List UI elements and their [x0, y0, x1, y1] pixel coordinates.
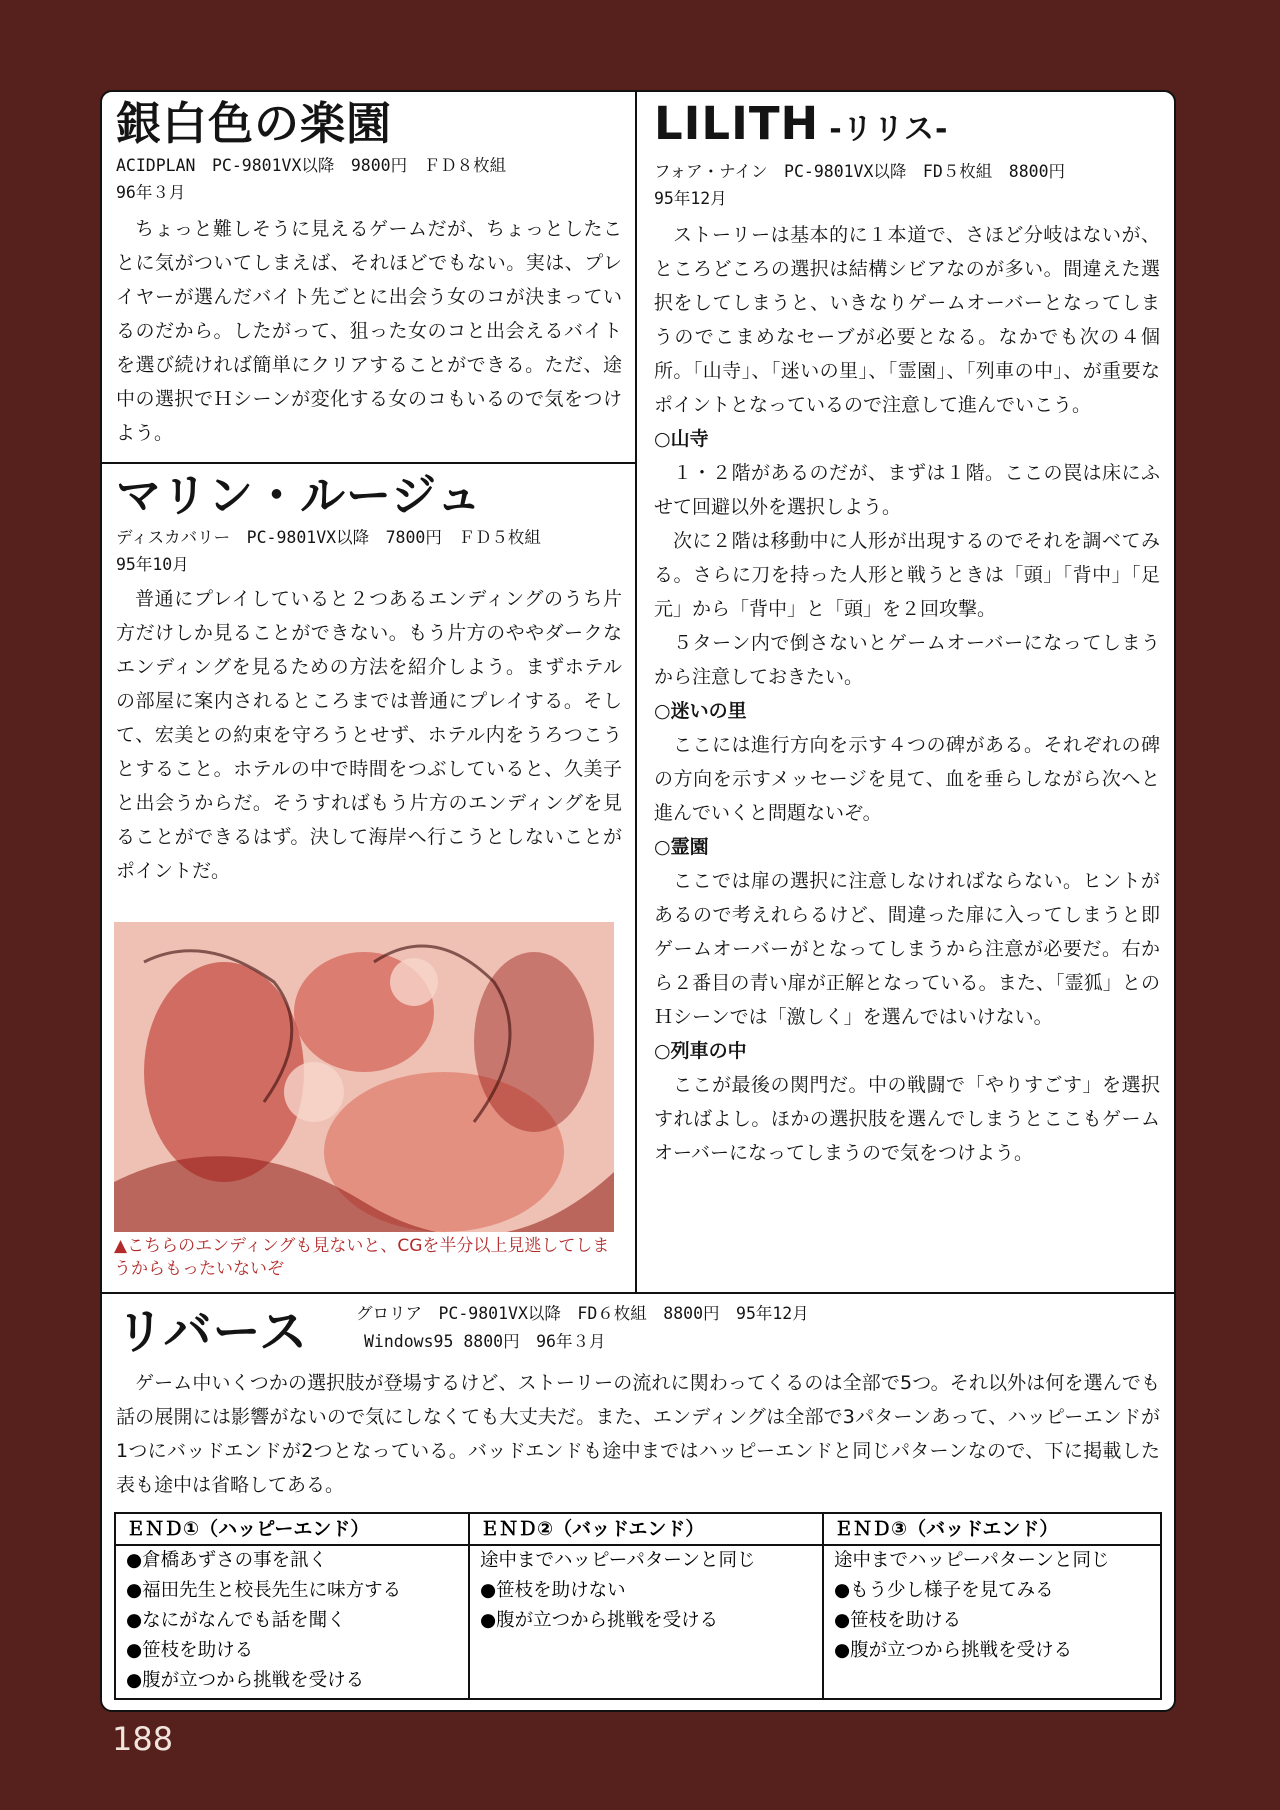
reverse-title: リバース [116, 1304, 309, 1360]
marine-section [116, 468, 622, 888]
ending-choice: ●もう少し様子を見てみる [834, 1580, 1054, 1601]
ginpakushoku-body: ちょっと難しそうに見えるゲームだが、ちょっとしたことに気がついてしまえば、それほどでもない。実は、プレイヤーが選んだバイト先ごとに出会う女のコが決まっているのだから。したがって、狙った女のコと出会えるバイトを選び続ければ簡単にクリアすることができる。ただ、途中の選択でＨシーンが変化する女のコもいるので気をつけよう。 [116, 218, 622, 444]
ending-choice: ●笹枝を助けない [480, 1580, 626, 1601]
column-divider [635, 92, 637, 1294]
endings-table [114, 1512, 1162, 1700]
marine-date: 95年10月 [116, 555, 189, 574]
marine-body: 普通にプレイしていると２つあるエンディングのうち片方だけしか見ることができない。もう片方のややダークなエンディングを見るための方法を紹介しよう。まずホテルの部屋に案内されるところまでは普通にプレイする。そして、宏美との約束を守ろうとせず、ホテル内をうろつこうとすること。ホテルの中で時間をつぶしていると、久美子と出会うからだ。そうすればもう片方のエンディングを見ることができるはず。決して海岸へ行こうとしないことがポイントだ。 [116, 588, 622, 882]
ending-header: ＥＮＤ③（バッドエンド） [824, 1514, 1160, 1546]
ending-choice: ●腹が立つから挑戦を受ける [480, 1610, 719, 1631]
lilith-section-paragraph: ５ターン内で倒さないとゲームオーバーになってしまうから注意しておきたい。 [654, 632, 1160, 688]
lilith-section-heading: ○列車の中 [654, 1040, 747, 1062]
ginpakushoku-date: 96年３月 [116, 183, 186, 202]
ending-choice: ●なにがなんでも話を聞く [126, 1610, 346, 1631]
ending-header: ＥＮＤ②（バッドエンド） [470, 1514, 822, 1546]
ending-illustration [114, 922, 614, 1232]
lilith-section-heading: ○山寺 [654, 428, 709, 450]
lilith-section-paragraph: １・２階があるのだが、まずは１階。ここの罠は床にふせて回避以外を選択しよう。 [654, 462, 1160, 518]
ending-column [116, 1514, 470, 1698]
bottom-section-divider [102, 1292, 1174, 1294]
lilith-title [654, 96, 1160, 158]
ending-choice: ●倉橋あずさの事を訊く [126, 1550, 328, 1571]
illustration-caption: ▲こちらのエンディングも見ないと、CGを半分以上見逃してしまうからもったいないぞ [114, 1236, 610, 1279]
ending-choice: ●笹枝を助ける [126, 1640, 254, 1661]
ending-choice: ●福田先生と校長先生に味方する [126, 1580, 402, 1601]
reverse-header [116, 1300, 1160, 1364]
lilith-section-paragraph: ここが最後の関門だ。中の戦闘で「やりすごす」を選択すればよし。ほかの選択肢を選んでしまうとここもゲームオーバーになってしまうので気をつけよう。 [654, 1074, 1160, 1164]
lilith-intro: ストーリーは基本的に１本道で、さほど分岐はないが、ところどころの選択は結構シビアなのが多い。間違えた選択をしてしまうと、いきなりゲームオーバーとなってしまうのでこまめなセーブが必要となる。なかでも次の４個所。「山寺」、「迷いの里」、「霊園」、「列車の中」、が重要なポイントとなっているので注意して進んでいこう。 [654, 224, 1160, 416]
ending-column [470, 1514, 824, 1698]
magazine-page [100, 90, 1176, 1712]
lilith-title-text: LILITH [654, 97, 820, 150]
lilith-meta: フォア・ナイン PC-9801VX以降 FD５枚組 8800円 [654, 162, 1066, 181]
lilith-section-paragraph: 次に２階は移動中に人形が出現するのでそれを調べてみる。さらに刀を持った人形と戦うときは「頭」「背中」「足元」から「背中」と「頭」を２回攻撃。 [654, 530, 1160, 620]
lilith-section-heading: ○霊園 [654, 836, 709, 858]
ginpakushoku-title: 銀白色の楽園 [116, 97, 393, 150]
ginpakushoku-section [116, 96, 622, 450]
left-section-divider [102, 462, 636, 464]
reverse-section [116, 1300, 1160, 1502]
marine-meta: ディスカバリー PC-9801VX以降 7800円 ＦＤ５枚組 [116, 528, 541, 547]
lilith-section-paragraph: ここには進行方向を示す４つの碑がある。それぞれの碑の方向を示すメッセージを見て、血を垂らしながら次へと進んでいくと問題ないぞ。 [654, 734, 1160, 824]
lilith-date: 95年12月 [654, 189, 727, 208]
ending-choice: 途中までハッピーパターンと同じ [834, 1550, 1110, 1571]
ending-header: ＥＮＤ①（ハッピーエンド） [116, 1514, 468, 1546]
reverse-meta: グロリア PC-9801VX以降 FD６枚組 8800円 95年12月 [356, 1304, 809, 1323]
ending-choice: ●腹が立つから挑戦を受ける [126, 1670, 365, 1691]
ending-choice: 途中までハッピーパターンと同じ [480, 1550, 756, 1571]
reverse-body: ゲーム中いくつかの選択肢が登場するけど、ストーリーの流れに関わってくるのは全部で5つ。それ以外は何を選んでも話の展開には影響がないので気にしなくても大丈夫だ。また、エンディングは全部で3パターンあって、ハッピーエンドが1つにバッドエンドが2つとなっている。バッドエンドも途中まではハッピーエンドと同じパターンなので、下に掲載した表も途中は省略してある。 [116, 1372, 1160, 1496]
ginpakushoku-meta: ACIDPLAN PC-9801VX以降 9800円 ＦＤ８枚組 [116, 156, 507, 175]
ending-column [824, 1514, 1160, 1698]
illustration-art [114, 922, 614, 1232]
reverse-meta-windows: Windows95 8800円 96年３月 [364, 1332, 606, 1351]
marine-title: マリン・ルージュ [116, 469, 483, 522]
lilith-section [654, 96, 1160, 1170]
page-number: 188 [112, 1720, 174, 1758]
lilith-section-paragraph: ここでは扉の選択に注意しなければならない。ヒントがあるので考えれらるけど、間違った扉に入ってしまうと即ゲームオーバーがとなってしまうから注意が必要だ。右から２番目の青い扉が正解となっている。また、「霊狐」とのＨシーンでは「激しく」を選んではいけない。 [654, 870, 1160, 1028]
ending-choice: ●笹枝を助ける [834, 1610, 962, 1631]
lilith-section-heading: ○迷いの里 [654, 700, 747, 722]
lilith-subtitle: -リリス- [829, 112, 949, 147]
ending-choice: ●腹が立つから挑戦を受ける [834, 1640, 1073, 1661]
